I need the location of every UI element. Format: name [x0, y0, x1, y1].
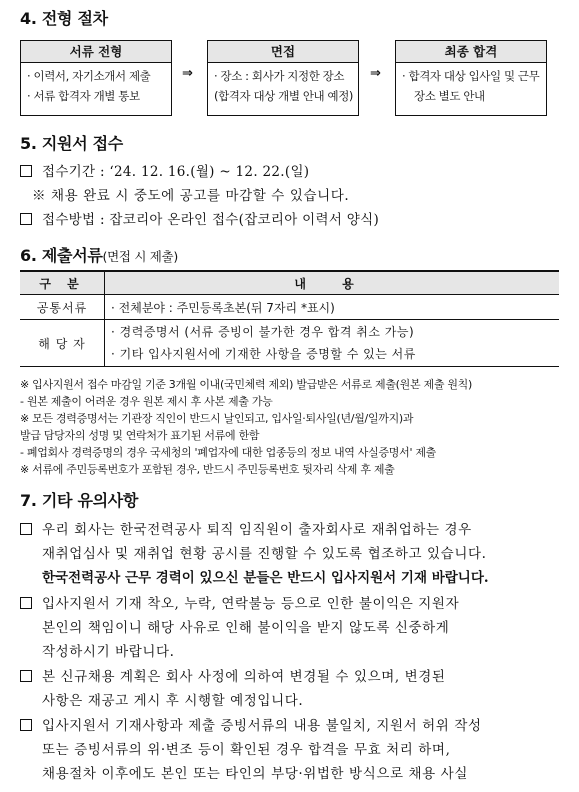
table-cell-content: · 전체분야 : 주민등록초본(뒤 7자리 *표시)	[105, 295, 560, 320]
process-box-final-pass	[395, 40, 547, 116]
section-6-heading-sub: (면접 시 제출)	[102, 249, 178, 264]
process-box-line: · 장소 : 회사가 지정한 장소	[214, 69, 345, 83]
early-close-notice: ※ 채용 완료 시 중도에 공고를 마감할 수 있습니다.	[32, 188, 350, 204]
notice-item-line: 입사지원서 기재 착오, 누락, 연락불능 등으로 인한 불이익은 지원자	[42, 596, 460, 612]
notice-item-line: 본 신규채용 계획은 회사 사정에 의하여 변경될 수 있으며, 변경된	[42, 669, 446, 685]
notice-item-emphasis: 한국전력공사 근무 경력이 있으신 분들은 반드시 입사지원서 기재 바랍니다.	[42, 570, 489, 586]
notice-item-line: 채용절차 이후에도 본인 또는 타인의 부당·위법한 방식으로 채용 사실	[42, 766, 468, 782]
arrow-right-icon: ⇒	[370, 66, 381, 81]
table-cell-line: · 기타 입사지원서에 기재한 사항을 증명할 수 있는 서류	[111, 347, 416, 361]
process-box-title: 면접	[208, 41, 358, 63]
note-line: ※ 서류에 주민등록번호가 포함된 경우, 반드시 주민등록번호 뒷자리 삭제 후 제출	[20, 463, 395, 476]
notice-item-line: 입사지원서 기재사항과 제출 증빙서류의 내용 불일치, 지원서 허위 작성	[42, 718, 482, 734]
table-cell-category: 해 당 자	[20, 320, 105, 367]
notice-item-1	[20, 518, 472, 538]
table-cell-category: 공통서류	[20, 295, 105, 320]
process-box-line: · 이력서, 자기소개서 제출	[27, 69, 151, 83]
application-method	[20, 208, 379, 228]
checkbox-square-icon	[20, 165, 32, 177]
process-box-document-screening	[20, 40, 172, 116]
process-box-title: 최종 합격	[396, 41, 546, 63]
process-box-line: (합격자 대상 개별 안내 예정)	[214, 89, 353, 103]
notice-item-line: 사항은 재공고 게시 후 시행할 예정입니다.	[42, 693, 304, 709]
application-period-text: 접수기간 : ‘24. 12. 16.(월) ~ 12. 22.(일)	[42, 164, 310, 180]
section-6-heading	[20, 243, 178, 266]
note-line: ※ 모든 경력증명서는 기관장 직인이 반드시 날인되고, 입사일·퇴사일(년/월/일까지)과	[20, 412, 414, 425]
process-box-title: 서류 전형	[21, 41, 171, 63]
note-line: 발급 담당자의 성명 및 연락처가 표기된 서류에 한함	[20, 429, 260, 442]
notice-item-2	[20, 592, 459, 612]
note-line: ※ 입사지원서 접수 마감일 기준 3개월 이내(국민체력 제외) 발급받은 서류로 제출(원본 제출 원칙)	[20, 378, 472, 391]
application-method-text: 접수방법 : 잡코리아 온라인 접수(잡코리아 이력서 양식)	[42, 212, 380, 228]
notice-item-line: 본인의 책임이니 해당 사유로 인해 불이익을 받지 않도록 신중하게	[42, 620, 450, 636]
note-line: - 폐업회사 경력증명의 경우 국세청의 '폐업자에 대한 업종등의 정보 내역 사실증명서' 제출	[20, 446, 437, 459]
application-period	[20, 160, 309, 180]
arrow-right-icon: ⇒	[182, 66, 193, 81]
documents-table	[20, 270, 559, 367]
table-header-content: 내 용	[105, 271, 560, 295]
checkbox-square-icon	[20, 670, 32, 682]
table-row	[20, 295, 559, 320]
notice-item-line: 작성하시기 바랍니다.	[42, 644, 175, 660]
process-box-interview	[207, 40, 359, 116]
checkbox-square-icon	[20, 597, 32, 609]
section-5-heading: 5. 지원서 접수	[20, 134, 123, 153]
checkbox-square-icon	[20, 719, 32, 731]
notice-item-line: 우리 회사는 한국전력공사 퇴직 임직원이 출자회사로 재취업하는 경우	[42, 522, 472, 538]
table-cell-line: · 경력증명서 (서류 증빙이 불가한 경우 합격 취소 가능)	[111, 325, 415, 339]
checkbox-square-icon	[20, 523, 32, 535]
notice-item-line: 또는 증빙서류의 위·변조 등이 확인된 경우 합격을 무효 처리 하며,	[42, 742, 451, 758]
process-box-line: 장소 별도 안내	[414, 89, 485, 103]
section-7-heading: 7. 기타 유의사항	[20, 491, 139, 510]
note-line: - 원본 제출이 어려운 경우 원본 제시 후 사본 제출 가능	[20, 395, 273, 408]
notice-item-4	[20, 714, 482, 734]
process-box-line: · 합격자 대상 입사일 및 근무	[402, 69, 540, 83]
table-header-row	[20, 271, 559, 295]
table-row	[20, 320, 559, 367]
section-4-heading: 4. 전형 절차	[20, 9, 108, 28]
notice-item-line: 재취업심사 및 재취업 현황 공시를 진행할 수 있도록 협조하고 있습니다.	[42, 546, 487, 562]
notice-item-3	[20, 665, 446, 685]
table-header-category: 구 분	[20, 271, 105, 295]
checkbox-square-icon	[20, 213, 32, 225]
table-cell-content	[105, 320, 560, 367]
process-box-line: · 서류 합격자 개별 통보	[27, 89, 140, 103]
section-6-heading-text: 6. 제출서류	[20, 246, 103, 265]
